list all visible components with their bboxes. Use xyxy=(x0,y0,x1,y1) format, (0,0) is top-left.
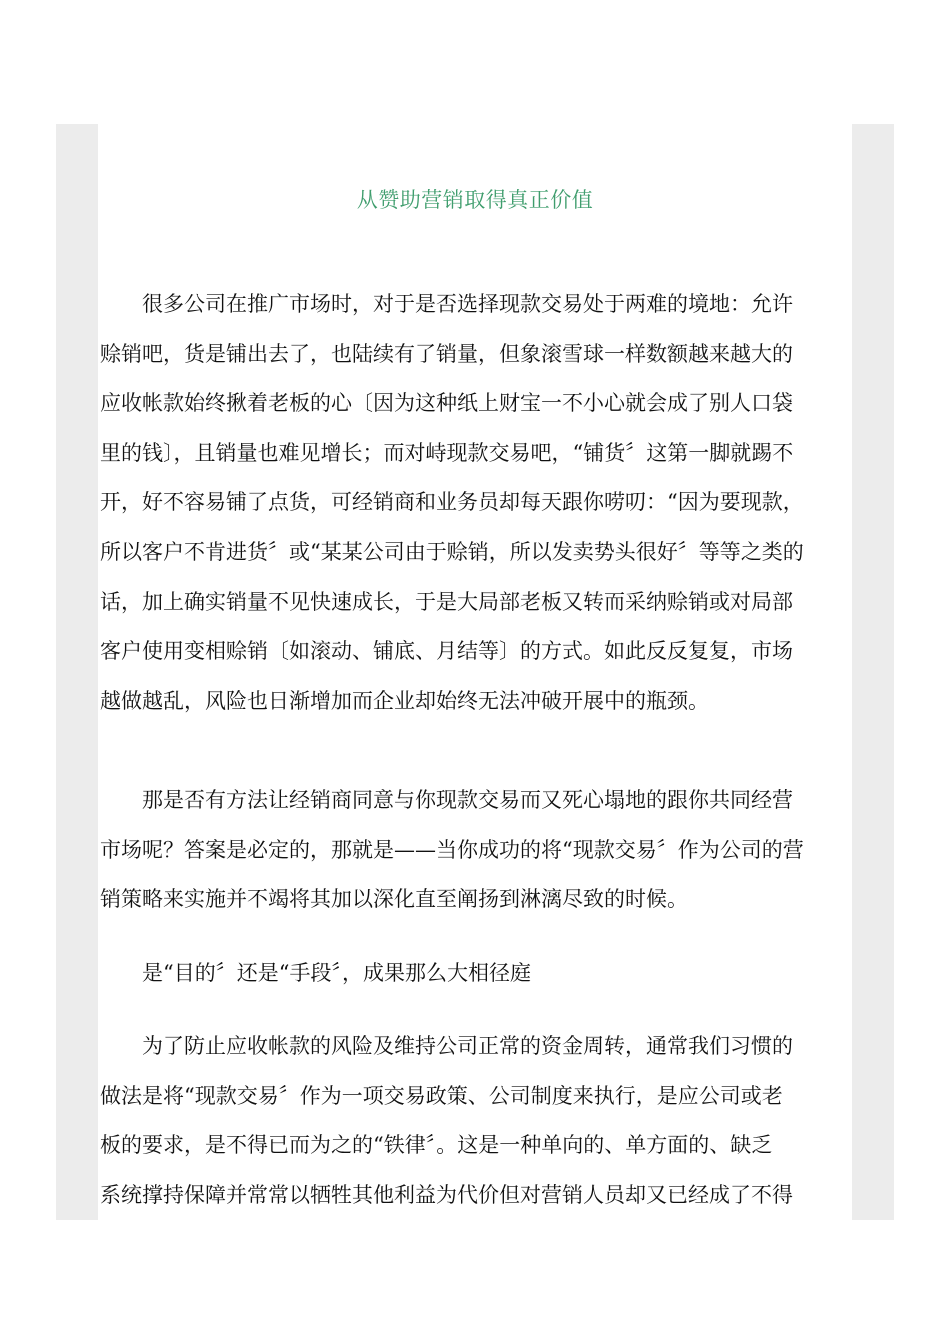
paragraph-line: 板的要求，是不得已而为之的“铁律〞。这是一种单向的、单方面的、缺乏 xyxy=(100,1133,773,1158)
paragraph-line: 应收帐款始终揪着老板的心〔因为这种纸上财宝一不小心就会成了别人口袋 xyxy=(100,391,793,416)
paragraph-2 xyxy=(100,776,850,925)
paragraph-line: 里的钱〕，且销量也难见增长；而对峙现款交易吧，“铺货〞这第一脚就踢不 xyxy=(100,440,794,465)
paragraph-4 xyxy=(100,1022,850,1220)
paragraph-line: 为了防止应收帐款的风险及维持公司正常的资金周转，通常我们习惯的 xyxy=(100,1034,793,1058)
paragraph-line: 开，好不容易铺了点货，可经销商和业务员却每天跟你唠叨：“因为要现款， xyxy=(100,490,804,515)
paragraph-line: 所以客户不肯进货〞或“某某公司由于赊销，所以发卖势头很好〞等等之类的 xyxy=(100,539,804,564)
paragraph-line: 客户使用变相赊销〔如滚动、铺底、月结等〕的方式。如此反反复复，市场 xyxy=(100,639,793,664)
right-margin-band xyxy=(852,124,894,1220)
document-title: 从赞助营销取得真正价值 xyxy=(356,188,594,212)
left-margin-band xyxy=(56,124,98,1220)
paragraph-line: 话，加上确实销量不见快速成长，于是大局部老板又转而采纳赊销或对局部 xyxy=(100,589,793,614)
paragraph-line: 赊销吧，货是铺出去了，也陆续有了销量，但象滚雪球一样数额越来越大的 xyxy=(100,341,793,366)
paragraph-line: 做法是将“现款交易〞作为一项交易政策、公司制度来执行，是应公司或老 xyxy=(100,1083,783,1108)
paragraph-3 xyxy=(100,949,850,999)
paragraph-line: 那是否有方法让经销商同意与你现款交易而又死心塌地的跟你共同经营 xyxy=(100,788,793,812)
paragraph-line: 系统撑持保障并常常以牺牲其他利益为代价但对营销人员却又已经成了不得 xyxy=(100,1182,793,1207)
paragraph-line: 越做越乱，风险也日渐增加而企业却始终无法冲破开展中的瓶颈。 xyxy=(100,688,709,713)
paragraph-line: 很多公司在推广市场时，对于是否选择现款交易处于两难的境地：允许 xyxy=(100,292,793,316)
paragraph-line: 是“目的〞还是“手段〞，成果那么大相径庭 xyxy=(100,961,531,985)
paragraph-line: 销策略来实施并不竭将其加以深化直至阐扬到淋漓尽致的时候。 xyxy=(100,887,688,912)
paragraph-line: 市场呢？答案是必定的，那就是——当你成功的将“现款交易〞作为公司的营 xyxy=(100,837,804,862)
paragraph-1 xyxy=(100,280,850,726)
document-page xyxy=(98,124,852,1220)
